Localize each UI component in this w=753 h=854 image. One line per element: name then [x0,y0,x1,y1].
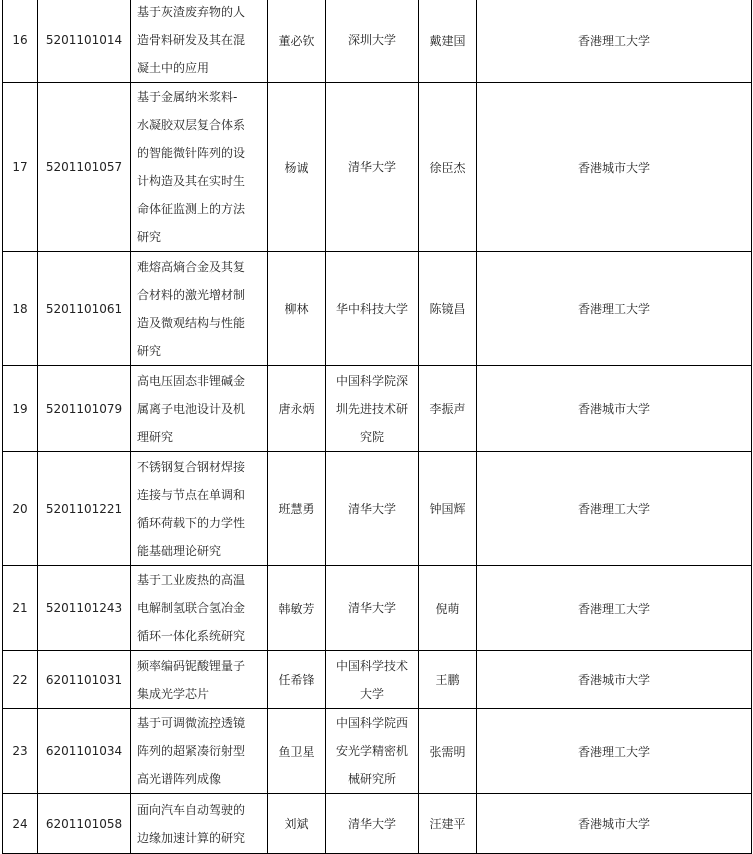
project-title-line: 循环荷载下的力学性 [137,515,246,530]
partner-name: 倪萌 [419,566,477,651]
project-title-line: 凝土中的应用 [137,61,210,75]
project-title-line: 理研究 [137,429,174,444]
institution-line: 究院 [359,429,384,444]
row-number: 19 [3,366,38,452]
table-row [3,452,752,566]
project-title [131,709,268,794]
applicant-name: 鱼卫星 [268,709,326,794]
row-number: 17 [3,83,38,252]
applicant-name: 班慧勇 [268,452,326,566]
project-table [2,0,752,854]
project-title [131,452,268,566]
partner-name: 李振声 [419,366,477,452]
table-row [3,252,752,366]
applicant-institution [326,452,419,566]
table-row [3,794,752,854]
row-number: 22 [3,651,38,709]
partner-name: 戴建国 [419,0,477,83]
institution-line: 清华大学 [347,501,396,516]
project-id: 6201101031 [38,651,131,709]
applicant-institution [326,651,419,709]
row-number: 24 [3,794,38,854]
project-title-line: 不锈钢复合钢材焊接 [137,459,246,474]
institution-line: 械研究所 [347,772,396,786]
project-title [131,366,268,452]
project-id: 6201101034 [38,709,131,794]
hk-institution: 香港城市大学 [477,794,752,854]
partner-name: 钟国辉 [419,452,477,566]
table-row [3,566,752,651]
institution-line: 大学 [359,686,384,701]
project-title-line: 电解制氢联合氢冶金 [137,601,246,615]
table-row [3,366,752,452]
applicant-name: 董必钦 [268,0,326,83]
partner-name: 徐臣杰 [419,83,477,252]
institution-line: 圳先进技术研 [335,401,408,416]
project-title-line: 循环一体化系统研究 [137,629,246,643]
institution-line: 中国科学院西 [335,716,408,730]
project-id: 6201101058 [38,794,131,854]
project-title [131,566,268,651]
applicant-institution [326,566,419,651]
project-title-line: 水凝胶双层复合体系 [137,118,246,132]
applicant-name: 刘斌 [268,794,326,854]
applicant-institution [326,252,419,366]
applicant-name: 杨诚 [268,83,326,252]
project-title-line: 造骨料研发及其在混 [137,33,246,47]
project-title-line: 基于金属纳米浆料- [137,90,238,104]
institution-line: 清华大学 [347,160,396,174]
project-title-line: 计构造及其在实时生 [137,174,246,188]
institution-line: 深圳大学 [347,33,396,47]
project-title-line: 基于可调微流控透镜 [137,716,246,730]
project-title-line: 频率编码铌酸锂量子 [137,658,246,673]
applicant-institution [326,366,419,452]
project-title-line: 基于灰渣废弃物的人 [137,5,246,19]
project-id: 5201101014 [38,0,131,83]
partner-name: 陈镜昌 [419,252,477,366]
project-title [131,0,268,83]
project-title-line: 连接与节点在单调和 [137,487,246,502]
applicant-name: 柳林 [268,252,326,366]
institution-line: 安光学精密机 [335,744,408,758]
row-number: 16 [3,0,38,83]
project-id: 5201101243 [38,566,131,651]
project-title-line: 难熔高熵合金及其复 [137,259,246,274]
table-row [3,83,752,252]
partner-name: 汪建平 [419,794,477,854]
project-id: 5201101079 [38,366,131,452]
project-title-line: 合材料的激光增材制 [137,287,246,302]
institution-line: 中国科学技术 [335,658,408,673]
row-number: 20 [3,452,38,566]
project-title [131,83,268,252]
row-number: 21 [3,566,38,651]
applicant-institution [326,709,419,794]
table-row [3,0,752,83]
partner-name: 王鹏 [419,651,477,709]
project-id: 5201101057 [38,83,131,252]
table-body [3,0,752,854]
applicant-name: 任希锋 [268,651,326,709]
project-title-line: 能基础理论研究 [137,543,222,558]
hk-institution: 香港理工大学 [477,452,752,566]
project-title [131,252,268,366]
hk-institution: 香港理工大学 [477,0,752,83]
project-title-line: 属离子电池设计及机 [137,401,246,416]
row-number: 23 [3,709,38,794]
institution-line: 中国科学院深 [335,373,408,388]
project-id: 5201101221 [38,452,131,566]
institution-line: 华中科技大学 [335,301,408,316]
applicant-name: 韩敏芳 [268,566,326,651]
project-title-line: 边缘加速计算的研究 [137,830,246,845]
applicant-institution [326,794,419,854]
hk-institution: 香港理工大学 [477,252,752,366]
applicant-institution [326,0,419,83]
hk-institution: 香港理工大学 [477,566,752,651]
applicant-name: 唐永炳 [268,366,326,452]
project-title-line: 阵列的超紧凑衍射型 [137,744,246,758]
hk-institution: 香港城市大学 [477,651,752,709]
institution-line: 清华大学 [347,601,396,615]
hk-institution: 香港城市大学 [477,366,752,452]
project-title-line: 的智能微针阵列的设 [137,146,246,160]
hk-institution: 香港城市大学 [477,83,752,252]
table-row [3,651,752,709]
project-title [131,794,268,854]
table-row [3,709,752,794]
project-title-line: 造及微观结构与性能 [137,315,246,330]
project-title-line: 基于工业废热的高温 [137,573,246,587]
project-title-line: 高电压固态非锂碱金 [137,373,246,388]
project-title-line: 集成光学芯片 [137,686,210,701]
project-title-line: 命体征监测上的方法 [137,202,246,216]
project-title-line: 面向汽车自动驾驶的 [137,802,246,817]
row-number: 18 [3,252,38,366]
project-title-line: 研究 [137,230,162,244]
applicant-institution [326,83,419,252]
project-title [131,651,268,709]
project-title-line: 高光谱阵列成像 [137,772,222,786]
project-id: 5201101061 [38,252,131,366]
partner-name: 张需明 [419,709,477,794]
project-title-line: 研究 [137,343,162,358]
institution-line: 清华大学 [347,816,396,831]
hk-institution: 香港理工大学 [477,709,752,794]
